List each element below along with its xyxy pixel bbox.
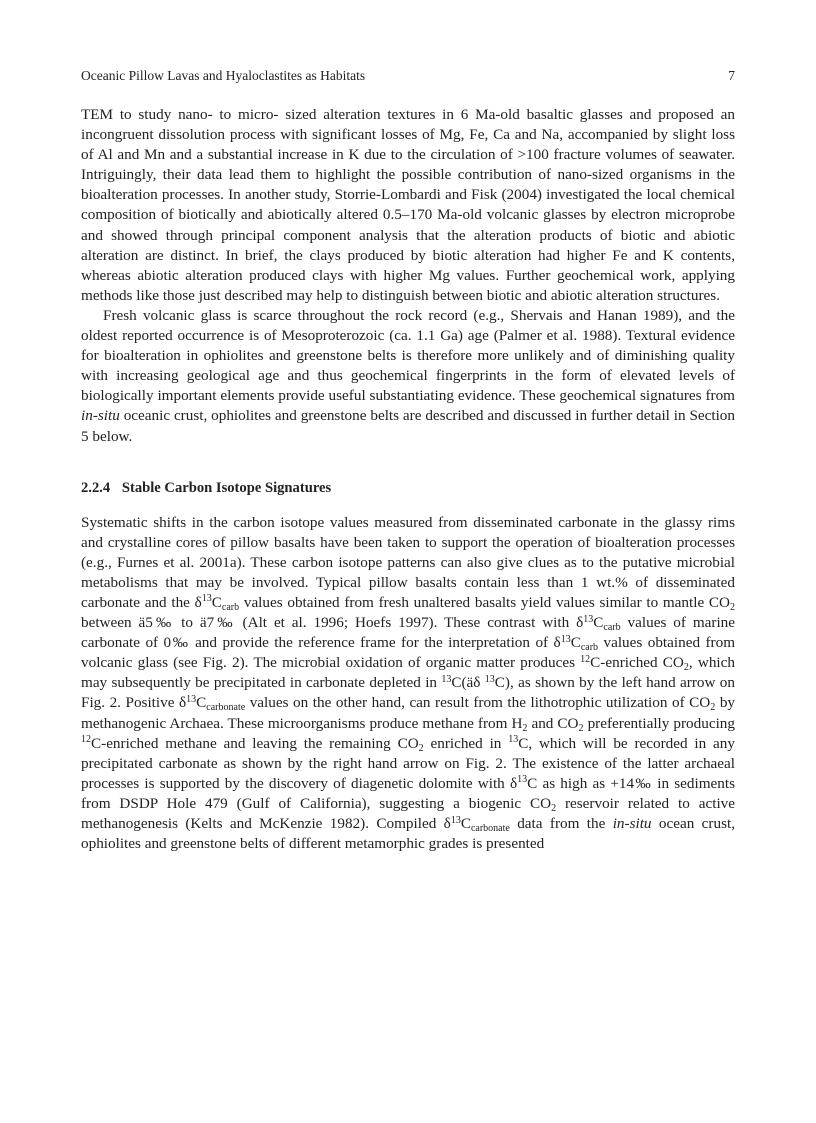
section-title: Stable Carbon Isotope Signatures (121, 479, 332, 496)
subscript: carbonate (470, 823, 510, 834)
section-heading (81, 478, 735, 498)
subscript: 2 (551, 802, 557, 814)
text-run: C (460, 815, 471, 832)
italic-term: in-situ (612, 815, 652, 832)
subscript: carb (580, 642, 599, 654)
text-run: oceanic crust, ophiolites and greenstone belts are described and discussed in further detail in Section 5 below. (81, 407, 735, 445)
text-run: C, which will be recorded in any precipitated carbonate as shown by the right hand arrow on Fig. 2. The existence of the latter archaeal processes is supported by the discovery of diagenetic dolomite with δ (81, 734, 735, 792)
subscript: 2 (522, 722, 528, 734)
subscript: 2 (418, 742, 424, 754)
superscript: 13 (583, 613, 594, 625)
text-run: C-enriched methane and leaving the remaining CO (91, 734, 419, 752)
text-run: C (196, 694, 207, 712)
text-run: Fresh volcanic glass is scarce throughout the rock record (e.g., Shervais and Hanan 1989), and the oldest reported occurrence is of Mesoproterozoic (ca. 1.1 Ga) age (Palmer et al. 1988). Textural evidence for bioalteration in ophiolites and greenstone belts is therefore more unlikely and of diminishing quality with increasing geological age and thus geochemical fingerprints in the form of elevated levels of biologically important elements provide useful substantiating evidence. These geochemical signatures from (81, 306, 735, 405)
text-run: C (593, 614, 604, 632)
paragraph-2 (81, 306, 735, 447)
italic-term: in-situ (81, 407, 120, 425)
superscript: 13 (201, 593, 212, 605)
text-run: and CO (527, 714, 579, 732)
text-run: by methanogenic Archaea. These microorganisms produce methane from H (81, 694, 736, 732)
text-run: enriched in (423, 734, 509, 752)
superscript: 13 (186, 693, 197, 705)
text-run: C(äδ (451, 674, 485, 692)
text-run: values on the other hand, can result from the lithotrophic utilization of CO (245, 694, 711, 712)
text-run: C-enriched CO (590, 654, 684, 672)
body-text (81, 105, 735, 854)
subscript: carb (603, 622, 621, 634)
text-run: values obtained from volcanic glass (see Fig. 2). The microbial oxidation of organic matter produces (81, 634, 736, 672)
superscript: 13 (517, 774, 528, 786)
paragraph-1: TEM to study nano- to micro- sized alteration textures in 6 Ma-old basaltic glasses and proposed an incongruent dissolution process with significant losses of Mg, Fe, Ca and Na, accompanied by slight loss of Al and Mn and a substantial increase in K due to the circulation of >100 fracture volumes of seawater. Intriguingly, their data lead them to highlight the possible contribution of nano-sized organisms in the bioalteration processes. In another study, Storrie-Lombardi and Fisk (2004) investigated the local chemical composition of biotically and abiotically altered 0.5–170 Ma-old volcanic glasses by electron microprobe and showed through principal component analysis that the alteration products of biotic and abiotic alteration are distinct. In brief, the clays produced by biotic alteration had higher Fe and K contents, whereas abiotic alteration produced clays with higher Mg values. Further geochemical work, applying methods like those just described may help to distinguish between biotic and abiotic alteration structures. (81, 106, 735, 304)
subscript: carb (221, 601, 240, 613)
text-run: reservoir related to active methanogenesis (Kelts and McKenzie 1982). Compiled δ (81, 794, 735, 832)
superscript: 13 (508, 734, 519, 746)
subscript: 2 (710, 702, 716, 714)
subscript: carbonate (206, 702, 246, 714)
text-run: , which may subsequently be precipitated in carbonate depleted in (81, 654, 735, 692)
subscript: 2 (683, 662, 689, 674)
superscript: 12 (81, 734, 91, 746)
text-run: Systematic shifts in the carbon isotope values measured from disseminated carbonate in the glassy rims and crystalline cores of pillow basalts have been taken to support the operation of bioalteration processes (e.g., Furnes et al. 2001a). These carbon isotope patterns can also give clues as to the putative microbial metabolisms that may be involved. Typical pillow basalts contain less than 1 wt.% of disseminated carbonate and the δ (81, 513, 735, 611)
section-number: 2.2.4 (81, 479, 111, 496)
text-run: values of marine carbonate of 0‰ and provide the reference frame for the interpretation of δ (81, 614, 735, 652)
paragraph-3 (81, 513, 735, 855)
superscript: 12 (580, 653, 591, 665)
text-run: C as high as +14‰ in sediments from DSDP Hole 479 (Gulf of California), suggesting a biogenic CO (81, 774, 736, 812)
text-run: data from the (509, 815, 613, 832)
subscript: 2 (578, 722, 584, 734)
text-run: ocean crust, ophiolites and greenstone belts of different metamorphic grades is presented (81, 815, 736, 853)
page-number: 7 (728, 68, 735, 83)
text-run: values obtained from fresh unaltered basalts yield values similar to mantle CO (239, 593, 730, 611)
running-title: Oceanic Pillow Lavas and Hyaloclastites as Habitats (81, 68, 366, 83)
text-run: between ä5‰ to ä7‰ (Alt et al. 1996; Hoefs 1997). These contrast with δ (81, 614, 584, 632)
superscript: 13 (484, 673, 495, 685)
superscript: 13 (441, 673, 452, 685)
superscript: 13 (560, 633, 571, 645)
text-run: C (211, 593, 222, 611)
text-run: C), as shown by the left hand arrow on Fig. 2. Positive δ (81, 674, 735, 712)
subscript: 2 (730, 601, 735, 613)
text-run: C (570, 634, 581, 652)
text-run: preferentially producing (583, 714, 735, 732)
superscript: 13 (450, 814, 461, 826)
